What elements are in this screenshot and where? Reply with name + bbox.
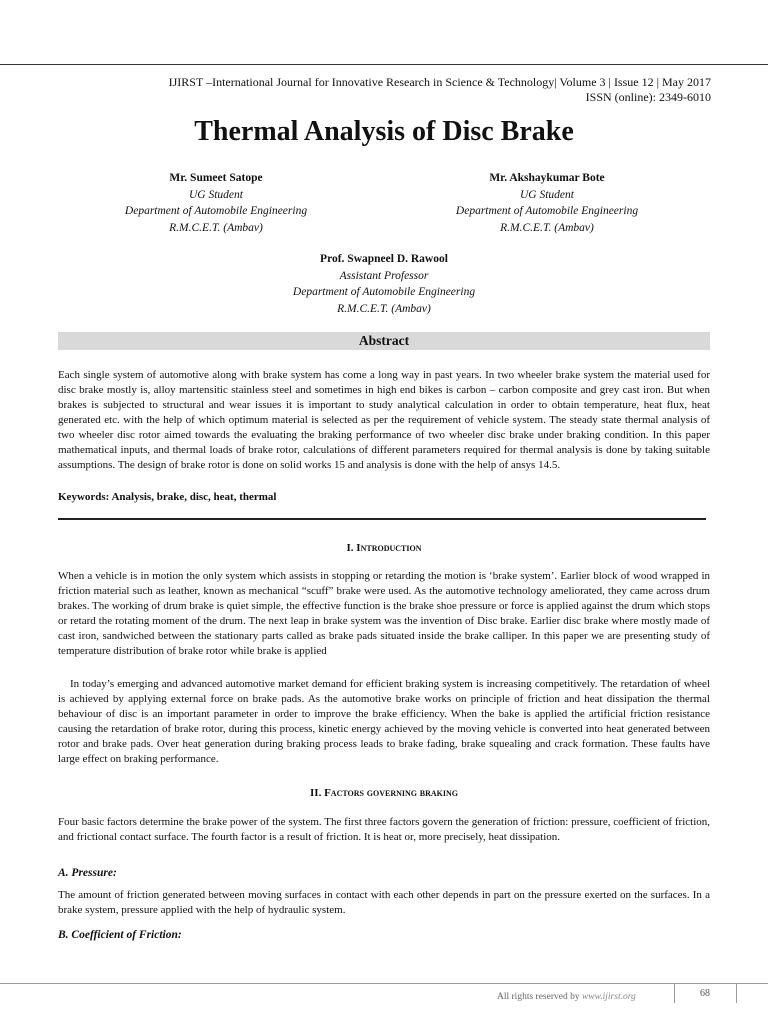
journal-line: IJIRST –International Journal for Innovative Research in Science & Technology| Volume 3 | Issue 12 | May 2017 [168,75,711,89]
rights-text: All rights reserved by [497,992,582,1002]
author-3 [254,251,514,317]
factors-paragraph: Four basic factors determine the brake power of the system. The first three factors govern the generation of friction: pressure, coefficient of friction, and frictional contact surface. The fourth factor is a result of friction. It is heat or, more precisely, heat dissipation. [58,816,710,843]
paper-title: Thermal Analysis of Disc Brake [194,116,574,147]
journal-header [71,75,711,105]
page-number: 68 [700,988,710,999]
author-2 [417,170,677,236]
intro-paragraph-1: When a vehicle is in motion the only system which assists in stopping or retarding the motion is ‘brake system’. Earlier block of wood wrapped in friction material such as leather, known as mechanical “scuff” brake were used. As the automotive technology ameliorated, they came across drum brakes. The working of drum brake is quiet simple, the effective function is the brake shoe pressure or force is applied against the drum which stops or retard the rotating moment of the drum. The next leap in brake system was the invention of Disc brake. Earlier disc brake where mostly made of cast iron, sandwiched between the stationary parts called as brake pads situated inside the brake calliper. In this paper we are presenting study of temperature distribution of brake rotor while brake is applied [58,570,710,657]
author-dept: Department of Automobile Engineering [292,286,476,298]
abstract-text: Each single system of automotive along with brake system has come a long way in past years. In two wheeler brake system the material used for disc brake mostly is, alloy martensitic stainless steel and sometimes in high end bikes is carbon – carbon composite and grey cast iron. But when brakes is subjected to structural and wear issues it is important to study analytical calculation in order to obtain temperature, heat flux, heat generated etc. with the help of which optimum material is selected as per the requirement of vehicle system. The steady state thermal analysis of two wheeler disc rotor aimed towards the evaluating the braking performance of two wheeler disc brake under braking condition. In this paper mathematical inputs, and thermal loads of brake rotor, calculations of different parameters required for thermal analysis is done by taking suitable assumptions. The design of brake rotor is done on solid works 15 and analysis is done with the help of ansys 14.5. [58,369,710,471]
author-dept: Department of Automobile Engineering [455,205,639,217]
author-role: UG Student [520,188,574,201]
section-heading-introduction: I. Introduction [346,542,422,554]
footer-rule [0,983,768,984]
author-inst: R.M.C.E.T. (Ambav) [169,221,263,234]
intro-paragraph-2: In today’s emerging and advanced automotive market demand for efficient braking system is increasing competitively. The retardation of wheel is achieved by applying external force on brake pads. As the automotive brake works on principle of friction and heat dissipation the thermal behaviour of disc is an important parameter in order to improve the brake efficiency. When the bake is applied the artificial friction resistance causing the retardation of brake rotor, during this process, kinetic energy achieved by the moving vehicle is converted into heat generated between rotor and brake pads. Over heat generation during braking process leads to brake fading, brake squealing and crack formation. These faults have large effect on braking performance. [58,678,710,765]
author-1 [86,170,346,236]
author-name: Mr. Akshaykumar Bote [489,172,605,184]
keywords: Keywords: Analysis, brake, disc, heat, thermal [58,491,277,503]
author-inst: R.M.C.E.T. (Ambav) [337,302,431,315]
author-inst: R.M.C.E.T. (Ambav) [500,221,594,234]
abstract-divider [58,518,706,520]
author-name: Mr. Sumeet Satope [169,172,263,184]
subheading-pressure: A. Pressure: [58,867,117,879]
author-role: Assistant Professor [339,269,429,282]
author-name: Prof. Swapneel D. Rawool [320,253,448,265]
header-rule [0,64,768,65]
author-role: UG Student [189,188,243,201]
issn: ISSN (online): 2349-6010 [585,90,711,104]
footer-rights [497,992,636,1002]
section-heading-factors: II. Factors governing braking [310,787,458,799]
author-dept: Department of Automobile Engineering [124,205,308,217]
site-link[interactable]: www.ijirst.org [581,992,636,1002]
abstract-heading: Abstract [58,332,710,350]
pressure-paragraph: The amount of friction generated between moving surfaces in contact with each other depends in part on the pressure exerted on the surfaces. In a brake system, pressure applied with the help of hydraulic system. [58,889,710,916]
subheading-coefficient-of-friction: B. Coefficient of Friction: [58,929,182,941]
